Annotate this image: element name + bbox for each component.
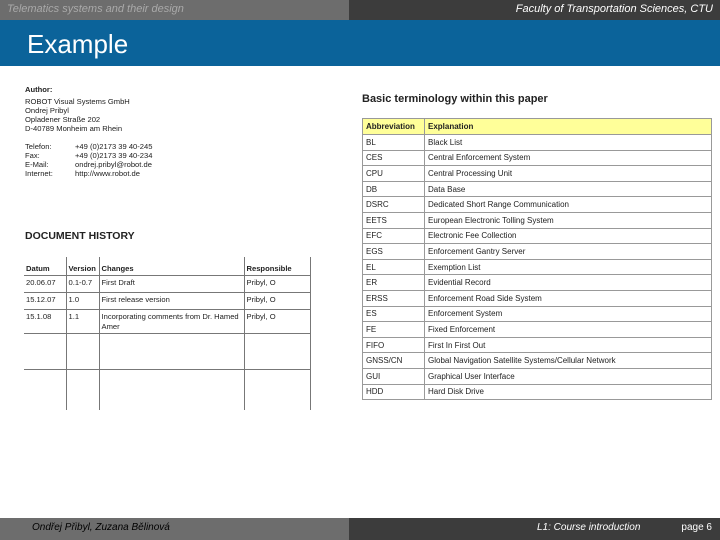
table-cell (24, 334, 66, 370)
table-row (363, 368, 712, 384)
table-cell (244, 370, 310, 411)
contact-value: +49 (0)2173 39 40-245 (75, 142, 153, 151)
table-cell: FE (363, 322, 425, 338)
table-cell (244, 334, 310, 370)
contact-label: Internet: (25, 169, 53, 178)
header-left-bar (0, 0, 349, 20)
table-row (363, 197, 712, 213)
table-cell: GNSS/CN (363, 353, 425, 369)
slide-title: Example (27, 29, 129, 59)
terminology-heading: Basic terminology within this paper (362, 93, 548, 105)
table-cell: 1.1 (66, 310, 99, 334)
table-row (24, 334, 310, 370)
table-cell: Pribyl, O (244, 310, 310, 334)
table-row (363, 166, 712, 182)
table-row (363, 322, 712, 338)
table-cell: DB (363, 181, 425, 197)
table-cell: EETS (363, 212, 425, 228)
table-cell: 1.0 (66, 293, 99, 310)
table-row (24, 310, 310, 334)
table-cell: Electronic Fee Collection (425, 228, 712, 244)
table-row (24, 276, 310, 293)
table-row (363, 150, 712, 166)
address-line: D-40789 Monheim am Rhein (25, 124, 123, 133)
table-row (24, 293, 310, 310)
table-cell: Fixed Enforcement (425, 322, 712, 338)
table-row (363, 259, 712, 275)
footer-course: L1: Course introduction (537, 522, 641, 533)
contact-label: Telefon: (25, 142, 52, 151)
table-cell: Data Base (425, 181, 712, 197)
column-header: Responsible (244, 257, 310, 276)
header-right-bar (349, 0, 720, 20)
table-cell: BL (363, 135, 425, 151)
table-cell: FIFO (363, 337, 425, 353)
table-cell (66, 334, 99, 370)
column-header: Explanation (425, 119, 712, 135)
table-cell: DSRC (363, 197, 425, 213)
footer-authors: Ondřej Přibyl, Zuzana Bělinová (32, 522, 170, 533)
table-cell (99, 370, 244, 411)
column-header: Datum (24, 257, 66, 276)
table-cell: EFC (363, 228, 425, 244)
table-row (363, 228, 712, 244)
table-cell: CES (363, 150, 425, 166)
address-line: Ondrej Pribyl (25, 106, 69, 115)
table-cell: 20.06.07 (24, 276, 66, 293)
contact-value: +49 (0)2173 39 40-234 (75, 151, 153, 160)
table-cell: Enforcement Gantry Server (425, 244, 712, 260)
table-cell: Pribyl, O (244, 293, 310, 310)
table-cell: 15.1.08 (24, 310, 66, 334)
table-row (363, 244, 712, 260)
contact-value: ondrej.pribyl@robot.de (75, 160, 152, 169)
table-cell: HDD (363, 384, 425, 400)
table-row (363, 337, 712, 353)
author-heading: Author: (25, 85, 53, 94)
table-cell: 15.12.07 (24, 293, 66, 310)
table-cell: GUI (363, 368, 425, 384)
table-cell: Exemption List (425, 259, 712, 275)
table-header-row (363, 119, 712, 135)
address-line: Opladener Straße 202 (25, 115, 101, 124)
table-cell: ER (363, 275, 425, 291)
table-cell: Dedicated Short Range Communication (425, 197, 712, 213)
table-cell (99, 334, 244, 370)
table-cell: ERSS (363, 290, 425, 306)
address-line: ROBOT Visual Systems GmbH (25, 97, 130, 106)
table-row (24, 370, 310, 411)
table-row (363, 306, 712, 322)
table-row (363, 212, 712, 228)
document-history-heading: DOCUMENT HISTORY (25, 230, 135, 242)
table-cell: Evidential Record (425, 275, 712, 291)
table-row (363, 290, 712, 306)
table-cell: 0.1-0.7 (66, 276, 99, 293)
table-cell: First In First Out (425, 337, 712, 353)
table-cell (66, 370, 99, 411)
table-cell: Graphical User Interface (425, 368, 712, 384)
slide-title-bar (0, 20, 720, 66)
table-cell: First Draft (99, 276, 244, 293)
table-cell: CPU (363, 166, 425, 182)
contact-value: http://www.robot.de (75, 169, 141, 178)
table-cell: Central Enforcement System (425, 150, 712, 166)
table-cell: EL (363, 259, 425, 275)
column-header: Version (66, 257, 99, 276)
column-header: Abbreviation (363, 119, 425, 135)
table-row (363, 353, 712, 369)
table-header-row (24, 257, 310, 276)
table-cell: Pribyl, O (244, 276, 310, 293)
table-cell: EGS (363, 244, 425, 260)
contact-label: E-Mail: (25, 160, 49, 169)
table-row (363, 135, 712, 151)
faculty-title: Faculty of Transportation Sciences, CTU (515, 3, 713, 15)
table-row (363, 275, 712, 291)
table-cell: Incorporating comments from Dr. Hamed Amer (99, 310, 244, 334)
table-cell: Enforcement Road Side System (425, 290, 712, 306)
footer-left-bar (0, 518, 349, 540)
document-snippet-terminology (358, 88, 714, 402)
table-cell: Global Navigation Satellite Systems/Cellular Network (425, 353, 712, 369)
column-header: Changes (99, 257, 244, 276)
page-number: page 6 (681, 522, 712, 533)
table-cell: ES (363, 306, 425, 322)
table-cell (24, 370, 66, 411)
footer-right-bar (349, 518, 720, 540)
course-title: Telematics systems and their design (7, 3, 184, 15)
table-row (363, 181, 712, 197)
table-cell: Hard Disk Drive (425, 384, 712, 400)
table-row (363, 384, 712, 400)
document-history-table (24, 257, 311, 410)
table-cell: European Electronic Tolling System (425, 212, 712, 228)
table-cell: Central Processing Unit (425, 166, 712, 182)
terminology-table (362, 118, 712, 400)
contact-label: Fax: (25, 151, 40, 160)
table-cell: Black List (425, 135, 712, 151)
table-cell: Enforcement System (425, 306, 712, 322)
document-snippet-author-history (21, 80, 316, 400)
table-cell: First release version (99, 293, 244, 310)
